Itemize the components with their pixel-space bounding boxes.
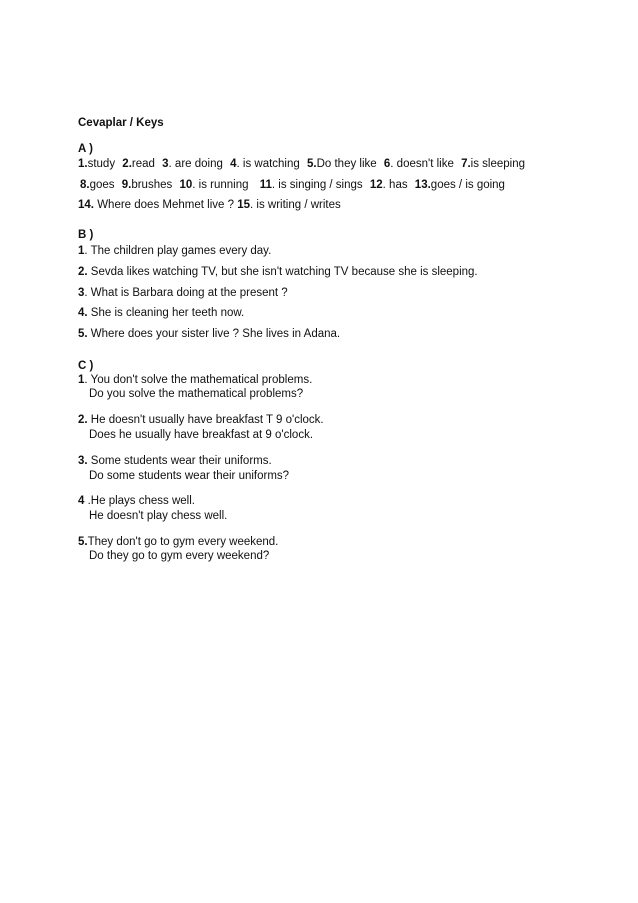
- section-c-item: 1. You don't solve the mathematical problems.: [78, 374, 313, 386]
- answer-text: . is watching: [236, 158, 300, 170]
- answer-text: study: [87, 158, 116, 170]
- section-c-item-question: Do some students wear their uniforms?: [89, 470, 290, 482]
- section-c-heading: C ): [78, 360, 94, 372]
- section-b-item: 2. Sevda likes watching TV, but she isn't watching TV because she is sleeping.: [78, 266, 478, 278]
- section-b-item: 4. She is cleaning her teeth now.: [78, 307, 245, 319]
- answer-number: 3: [162, 158, 169, 170]
- answer-text: goes / is going: [430, 179, 505, 191]
- section-c-item-question: Does he usually have breakfast at 9 o'clock.: [89, 429, 314, 441]
- section-a-heading: A ): [78, 143, 93, 155]
- section-c-item-question: He doesn't play chess well.: [89, 510, 228, 522]
- section-c-item-question: Do they go to gym every weekend?: [89, 550, 270, 562]
- section-b-heading: B ): [78, 229, 94, 241]
- answer-text: brushes: [131, 179, 173, 191]
- answer-text: is sleeping: [470, 158, 525, 170]
- answer-number: 14.: [78, 199, 94, 211]
- answer-number: 11: [259, 179, 272, 191]
- answer-text: . has: [382, 179, 408, 191]
- section-c-item-question: Do you solve the mathematical problems?: [89, 388, 304, 400]
- answer-text: . is writing / writes: [250, 199, 341, 211]
- answer-number: 7.: [461, 158, 471, 170]
- section-a-line-3: [78, 198, 341, 212]
- answer-number: 8.: [80, 179, 90, 191]
- answer-number: 6: [383, 158, 391, 170]
- answer-number: 1.: [78, 158, 88, 170]
- section-b-item: 3. What is Barbara doing at the present ?: [78, 287, 288, 299]
- answer-text: . are doing: [168, 158, 223, 170]
- answer-text: goes: [89, 179, 115, 191]
- answer-text: read: [131, 158, 155, 170]
- section-a-line-2: [80, 178, 505, 192]
- section-c-item: 4 .He plays chess well.: [78, 495, 195, 507]
- answer-text: . is singing / sings: [271, 179, 363, 191]
- answer-text: . doesn't like: [390, 158, 454, 170]
- section-b-item: 5. Where does your sister live ? She lives in Adana.: [78, 328, 341, 340]
- section-c-item: 5.They don't go to gym every weekend.: [78, 536, 279, 548]
- section-c-item: 2. He doesn't usually have breakfast T 9 o'clock.: [78, 414, 324, 426]
- answer-text: Where does Mehmet live ?: [97, 199, 234, 211]
- answer-number: 5.: [306, 158, 317, 170]
- answer-text: Do they like: [316, 158, 377, 170]
- answer-text: . is running: [192, 179, 249, 191]
- section-a-line-1: [78, 157, 525, 171]
- answer-number: 13.: [414, 179, 431, 191]
- answer-number: 2.: [122, 158, 132, 170]
- section-b-item: 1. The children play games every day.: [78, 245, 272, 257]
- section-c-item: 3. Some students wear their uniforms.: [78, 455, 272, 467]
- page-title: Cevaplar / Keys: [78, 117, 164, 129]
- answer-number: 4: [230, 158, 237, 170]
- answer-number: 10: [179, 179, 193, 191]
- answer-number: 15: [237, 199, 250, 211]
- answer-number: 12: [369, 179, 383, 191]
- answer-number: 9.: [121, 179, 132, 191]
